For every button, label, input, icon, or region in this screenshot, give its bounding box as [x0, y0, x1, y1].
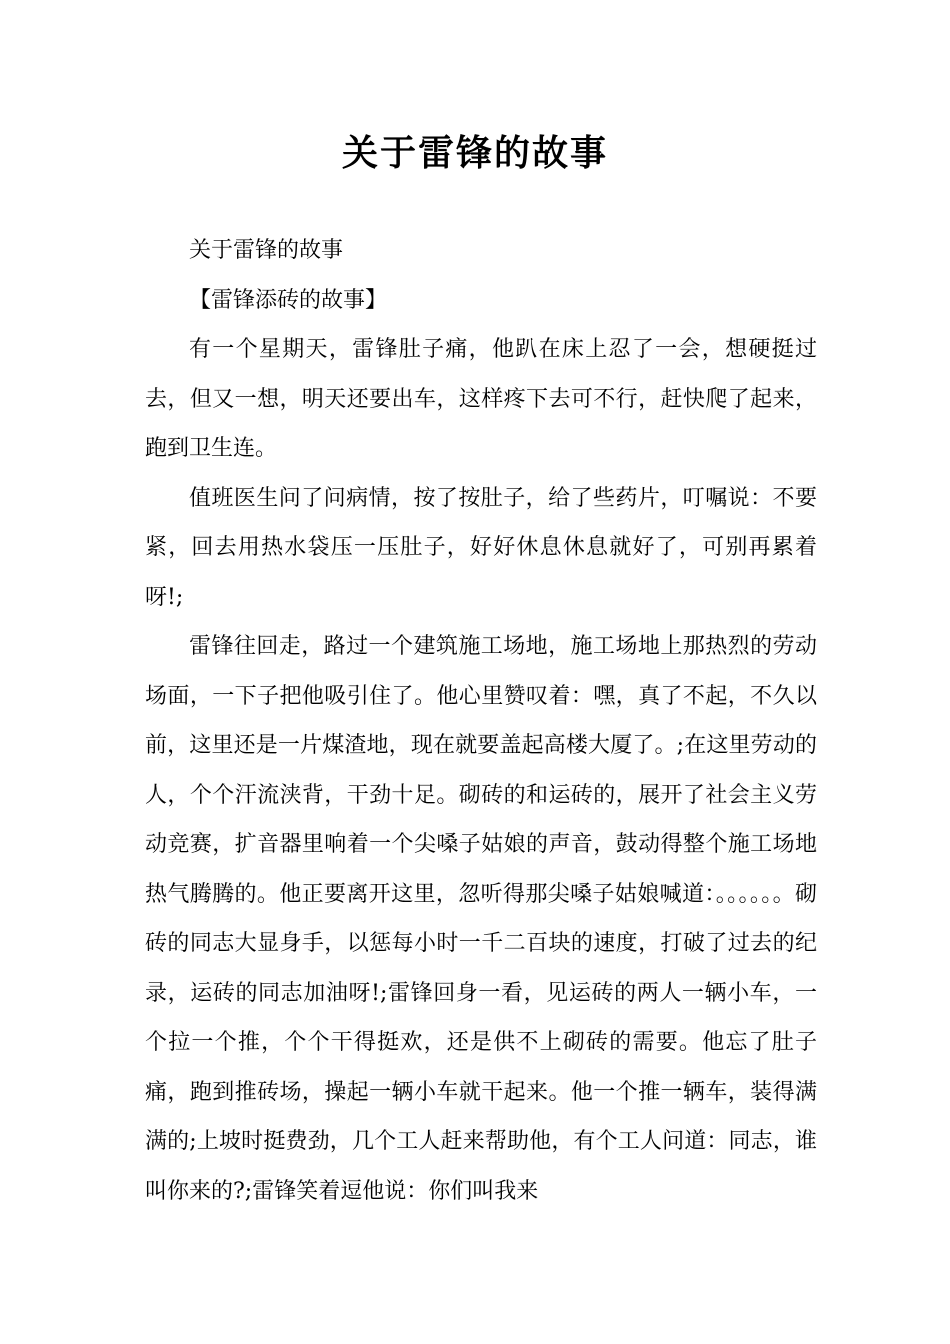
- paragraph-section-heading: 【雷锋添砖的故事】: [189, 287, 388, 313]
- paragraph: 有一个星期天，雷锋肚子痛，他趴在床上忍了一会，想硬挺过去，但又一想，明天还要出车，这样疼下去可不行，赶快爬了起来，跑到卫生连。: [145, 337, 817, 461]
- document-body: [145, 226, 817, 1216]
- paragraph: 雷锋往回走，路过一个建筑施工场地，施工场地上那热烈的劳动场面，一下子把他吸引住了。他心里赞叹着：嘿，真了不起，不久以前，这里还是一片煤渣地，现在就要盖起高楼大厦了。;在这里劳动的人，个个汗流浃背，干劲十足。砌砖的和运砖的，展开了社会主义劳动竞赛，扩音器里响着一个尖嗓子姑娘的声音，鼓动得整个施工场地热气腾腾的。他正要离开这里，忽听得那尖嗓子姑娘喊道：。。。。。。砌砖的同志大显身手，以惩每小时一千二百块的速度，打破了过去的纪录，运砖的同志加油呀!;雷锋回身一看，见运砖的两人一辆小车，一个拉一个推，个个干得挺欢，还是供不上砌砖的需要。他忘了肚子痛，跑到推砖场，操起一辆小车就干起来。他一个推一辆车，装得满满的;上坡时挺费劲，几个工人赶来帮助他，有个工人问道：同志，谁叫你来的?;雷锋笑着逗他说：你们叫我来: [145, 634, 817, 1204]
- paragraph-subtitle: 关于雷锋的故事: [189, 238, 344, 263]
- document-title: 关于雷锋的故事: [341, 132, 608, 174]
- paragraph: 值班医生问了问病情，按了按肚子，给了些药片，叮嘱说：不要紧，回去用热水袋压一压肚子，好好休息休息就好了，可别再累着呀!;: [145, 485, 817, 610]
